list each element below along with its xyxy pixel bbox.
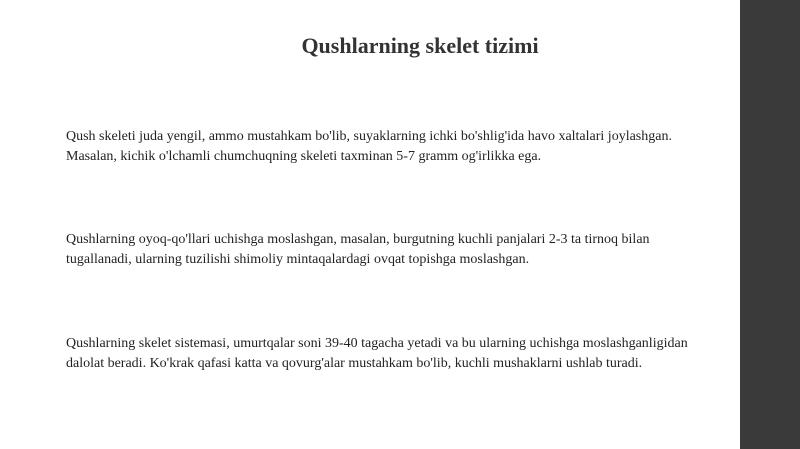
paragraph-1-line-1: Qush skeleti juda yengil, ammo mustahkam bo'lib, suyaklarning ichki bo'shlig'ida havo xaltalari joylashgan.: [66, 129, 672, 144]
paragraph-2: [66, 230, 738, 270]
paragraph-2-line-2: tugallanadi, ularning tuzilishi shimoliy mintaqalardagi ovqat topishga moslashgan.: [66, 252, 530, 267]
paragraph-1: [66, 127, 738, 167]
paragraph-2-line-1: Qushlarning oyoq-qo'llari uchishga moslashgan, masalan, burgutning kuchli panjalari 2-3 ta tirnoq bilan: [66, 232, 650, 247]
side-bar: [740, 0, 800, 449]
slide-title: Qushlarning skelet tizimi: [301, 33, 539, 58]
paragraph-1-line-2: Masalan, kichik o'lchamli chumchuqning skeleti taxminan 5-7 gramm og'irlikka ega.: [66, 149, 542, 164]
paragraph-3: [66, 334, 738, 374]
paragraph-3-line-2: dalolat beradi. Ko'krak qafasi katta va qovurg'alar mustahkam bo'lib, kuchli mushaklarni ushlab turadi.: [66, 356, 643, 371]
paragraph-3-line-1: Qushlarning skelet sistemasi, umurtqalar soni 39-40 tagacha yetadi va bu ularning uchishga moslashganligidan: [66, 336, 688, 351]
